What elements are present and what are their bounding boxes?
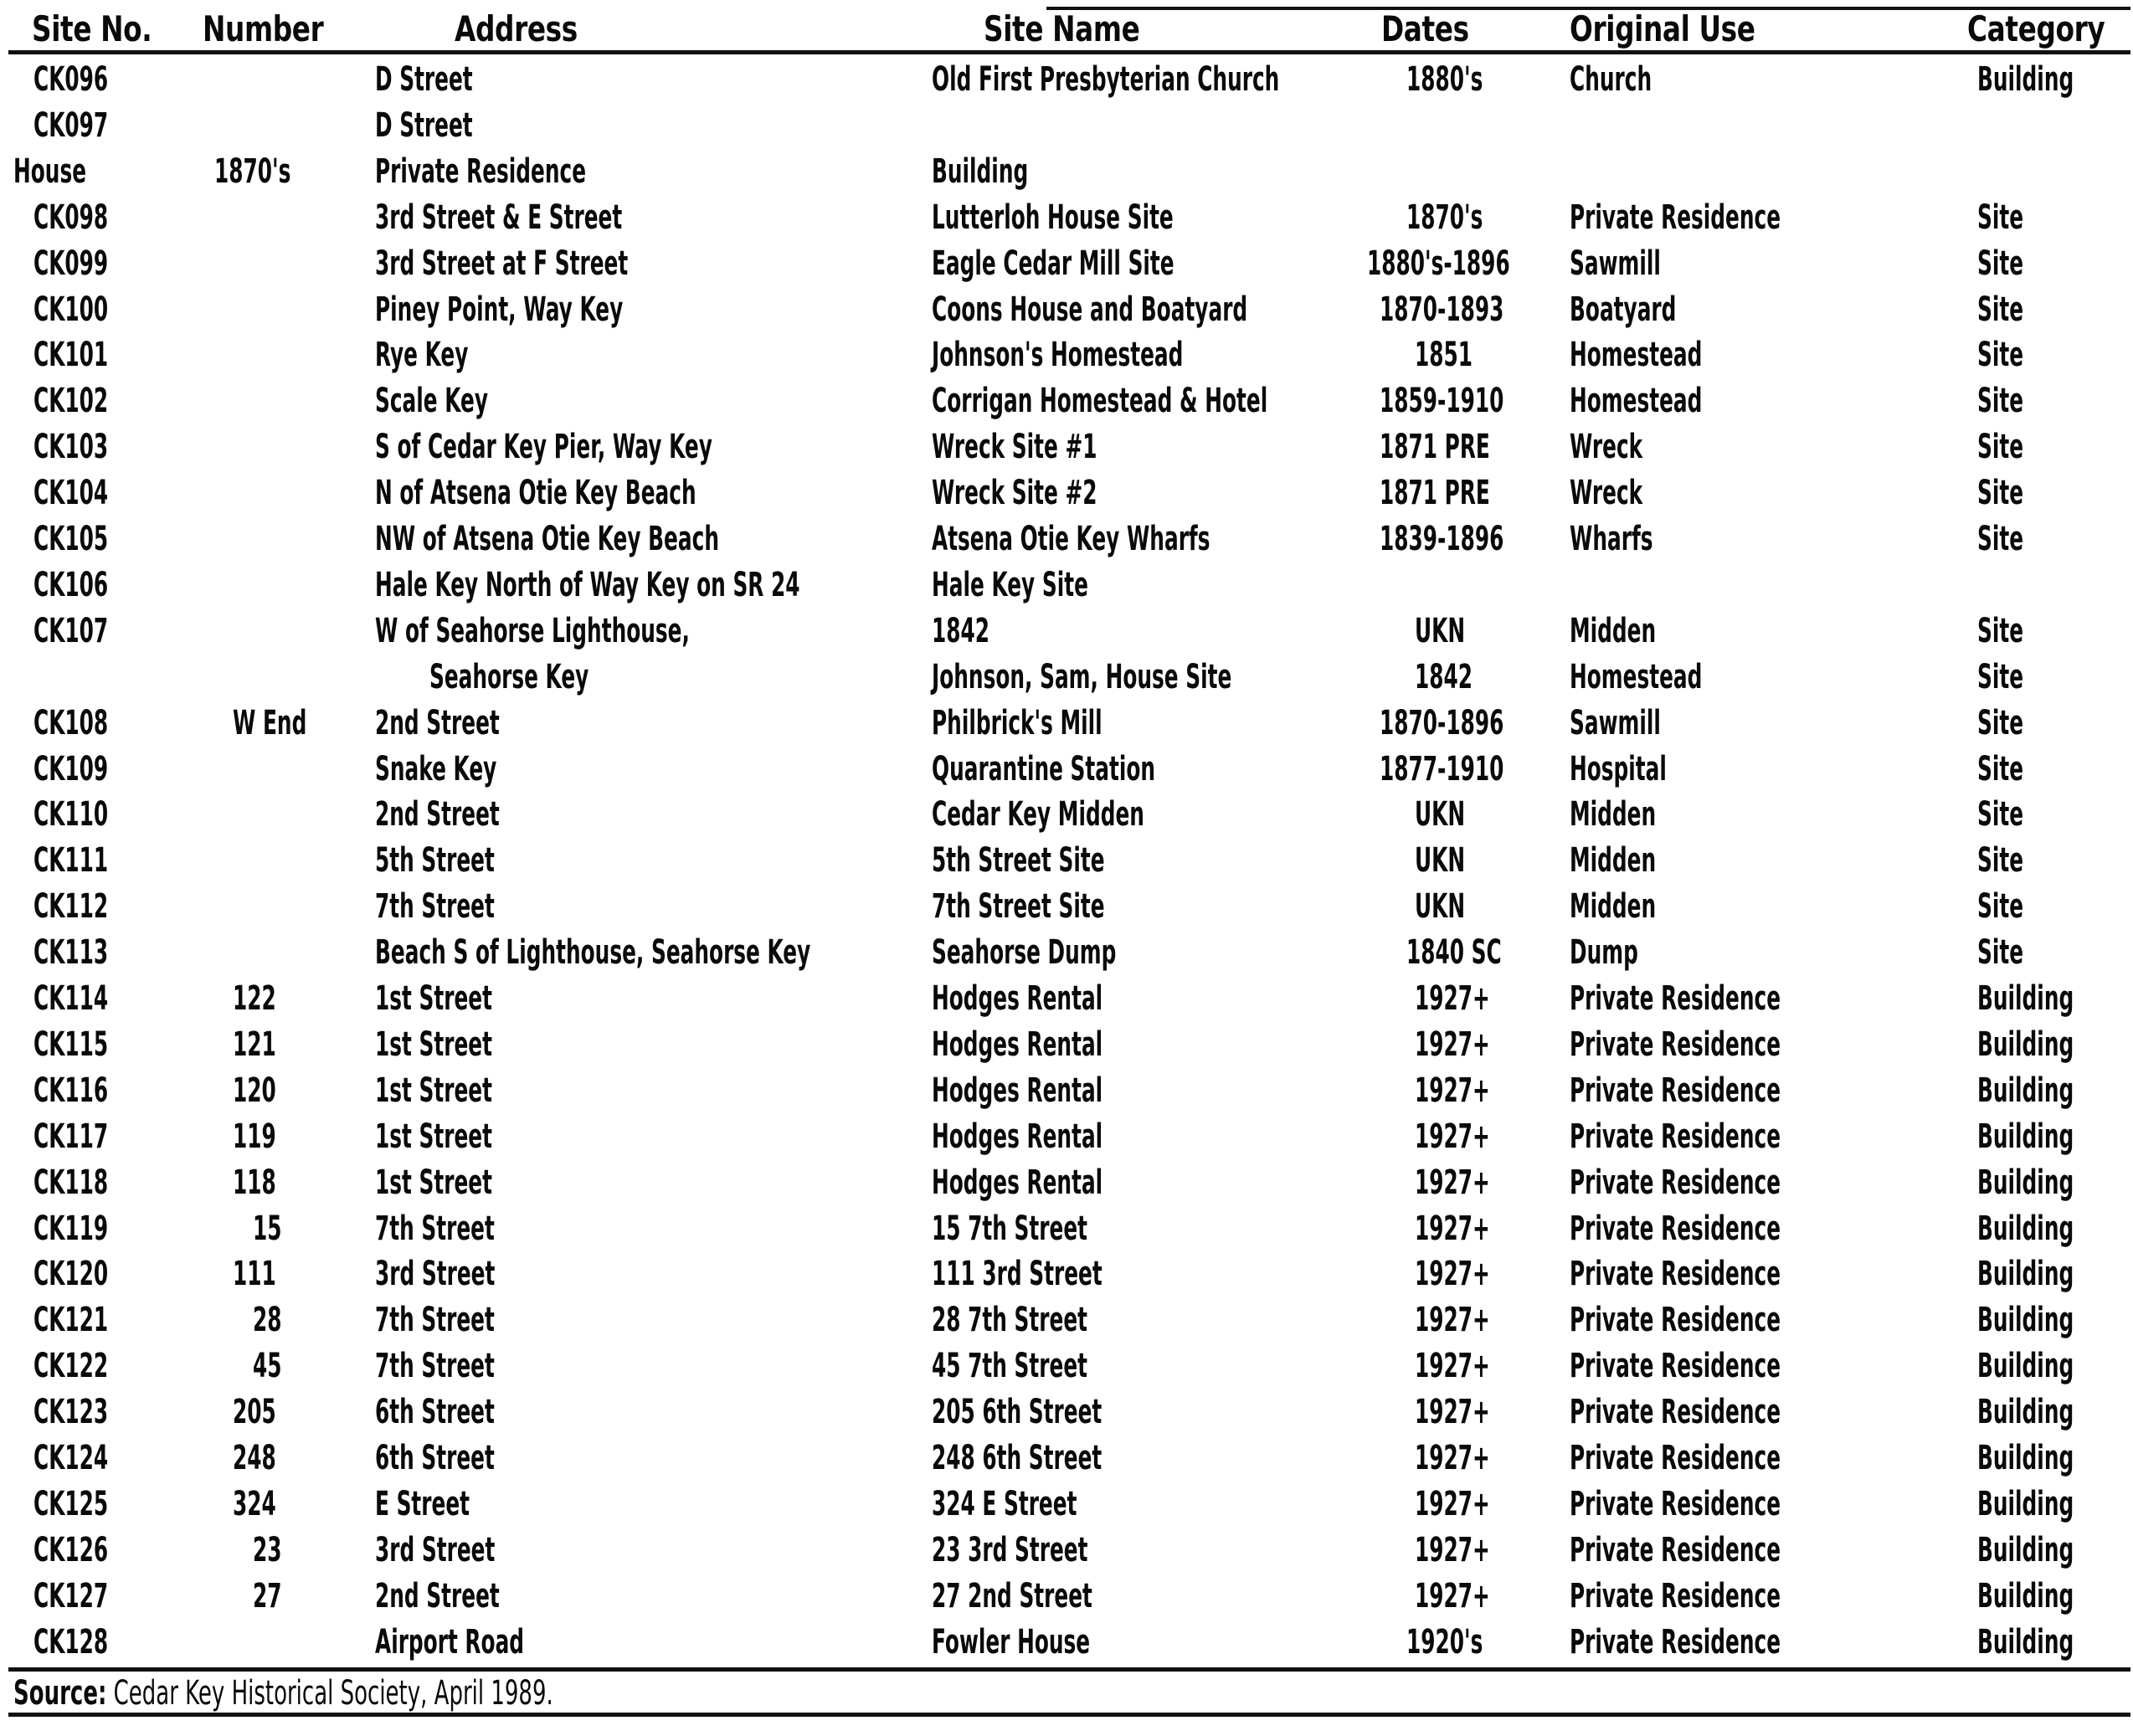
table-row xyxy=(0,336,2133,382)
cell-dates: 1870-1893 xyxy=(1380,290,1504,329)
table-row xyxy=(0,152,2133,198)
cell-number: 119 xyxy=(233,1117,276,1156)
cell-category: Building xyxy=(1977,60,2074,99)
cell-site-name: Wreck Site #2 xyxy=(932,474,1097,513)
cell-site-name: Atsena Otie Key Wharfs xyxy=(932,520,1210,558)
cell-original-use: Private Residence xyxy=(1570,1209,1781,1248)
cell-original-use: Wreck xyxy=(1570,428,1643,467)
cell-dates: 1859-1910 xyxy=(1380,382,1504,421)
cell-category: Site xyxy=(1977,611,2024,650)
table-row xyxy=(0,887,2133,933)
table-row xyxy=(0,106,2133,152)
cell-address: 2nd Street xyxy=(375,1576,500,1615)
cell-site-no: CK106 xyxy=(33,565,109,604)
cell-original-use: Private Residence xyxy=(1570,1530,1781,1569)
cell-dates: 1927+ xyxy=(1415,1439,1490,1477)
header-original-use: Original Use xyxy=(1570,8,1755,49)
cell-site-name: 28 7th Street xyxy=(932,1301,1087,1340)
cell-site-no: CK122 xyxy=(33,1347,109,1386)
cell-site-name: Philbrick's Mill xyxy=(932,703,1102,742)
cell-number: 15 xyxy=(253,1209,282,1248)
cell-category: Building xyxy=(1977,1163,2074,1202)
cell-site-no: CK103 xyxy=(33,428,109,467)
cell-original-use: Homestead xyxy=(1570,336,1703,375)
cell-address: 6th Street xyxy=(375,1393,495,1432)
cell-original-use: Wharfs xyxy=(1570,520,1653,558)
cell-address: N of Atsena Otie Key Beach xyxy=(375,474,696,513)
cell-category: Building xyxy=(1977,1622,2074,1662)
cell-dates: 1927+ xyxy=(1415,1484,1490,1523)
cell-original-use: Private Residence xyxy=(1570,1117,1781,1156)
cell-address: Seahorse Key xyxy=(429,657,589,696)
cell-address: Beach S of Lighthouse, Seahorse Key xyxy=(375,933,811,973)
cell-site-no: CK096 xyxy=(33,60,109,99)
cell-site-name: Hale Key Site xyxy=(932,565,1088,604)
cell-original-use: Private Residence xyxy=(1570,198,1781,237)
cell-original-use: Private Residence xyxy=(1570,979,1781,1018)
cell-original-use: Private Residence xyxy=(1570,1255,1781,1294)
cell-site-name: 5th Street Site xyxy=(932,841,1105,881)
source-label: Source: xyxy=(13,1674,107,1713)
table-row xyxy=(0,474,2133,520)
cell-site-no: CK099 xyxy=(33,244,109,283)
cell-site-no: CK108 xyxy=(33,703,109,742)
cell-dates: 1927+ xyxy=(1415,1209,1490,1248)
cell-address: 5th Street xyxy=(375,841,495,881)
cell-site-name: Hodges Rental xyxy=(932,1117,1103,1156)
table-row xyxy=(0,658,2133,704)
cell-dates: 1927+ xyxy=(1415,1393,1490,1432)
cell-address: 3rd Street xyxy=(375,1530,496,1569)
cell-dates: 1927+ xyxy=(1415,1530,1490,1569)
cell-original-use: Sawmill xyxy=(1570,703,1661,742)
cell-number: W End xyxy=(233,703,307,742)
cell-dates: 1927+ xyxy=(1415,979,1490,1018)
table-row xyxy=(0,612,2133,658)
cell-site-name: Wreck Site #1 xyxy=(932,428,1097,467)
cell-dates: 1871 PRE xyxy=(1380,474,1490,513)
table-row xyxy=(0,566,2133,612)
cell-site-name: 248 6th Street xyxy=(932,1439,1102,1477)
cell-site-name: Hodges Rental xyxy=(932,1025,1103,1064)
cell-original-use: Sawmill xyxy=(1570,244,1661,283)
table-row xyxy=(0,244,2133,290)
cell-original-use: Homestead xyxy=(1570,657,1703,696)
cell-site-no: CK115 xyxy=(33,1025,109,1064)
cell-site-no: CK100 xyxy=(33,290,109,329)
table-row xyxy=(0,1531,2133,1577)
cell-original-use: Private Residence xyxy=(1570,1025,1781,1064)
header-category: Category xyxy=(1967,8,2105,49)
cell-site-no: CK117 xyxy=(33,1117,109,1156)
cell-original-use: Midden xyxy=(1570,841,1657,881)
cell-address: 3rd Street xyxy=(375,1255,496,1294)
cell-category: Site xyxy=(1977,841,2024,881)
footer-rule xyxy=(8,1667,2130,1672)
cell-address: 7th Street xyxy=(375,1301,495,1340)
cell-address: Private Residence xyxy=(375,152,587,191)
cell-dates: 1880's xyxy=(1406,60,1483,99)
cell-category: Site xyxy=(1977,244,2024,283)
cell-dates: 1927+ xyxy=(1415,1117,1490,1156)
cell-category: Building xyxy=(1977,1255,2074,1294)
cell-address: 3rd Street & E Street xyxy=(375,198,623,237)
table-row xyxy=(0,1577,2133,1623)
header-site-no: Site No. xyxy=(32,8,152,49)
cell-dates: UKN xyxy=(1415,795,1466,835)
cell-original-use: Dump xyxy=(1570,933,1638,973)
cell-site-name: 1842 xyxy=(932,611,990,650)
cell-site-no: CK123 xyxy=(33,1393,109,1432)
cell-category: Building xyxy=(1977,1071,2074,1110)
cell-address: 7th Street xyxy=(375,1347,495,1386)
cell-site-no: CK127 xyxy=(33,1576,109,1615)
header-address: Address xyxy=(455,8,578,49)
cell-address: Scale Key xyxy=(375,382,489,421)
cell-number: 23 xyxy=(253,1530,282,1569)
cell-category: Site xyxy=(1977,795,2024,835)
cell-site-name: Old First Presbyterian Church xyxy=(932,60,1280,99)
cell-dates: 1870's xyxy=(1406,198,1483,237)
cell-number: 45 xyxy=(253,1347,282,1386)
cell-address: 2nd Street xyxy=(375,703,500,742)
cell-site-name: 7th Street Site xyxy=(932,887,1105,927)
table-row xyxy=(0,1347,2133,1393)
cell-dates: 1871 PRE xyxy=(1380,428,1490,467)
table-row xyxy=(0,1393,2133,1439)
cell-number: 248 xyxy=(233,1439,276,1477)
cell-dates: UKN xyxy=(1415,611,1466,650)
cell-category: Building xyxy=(1977,1393,2074,1432)
cell-dates: 1851 xyxy=(1415,336,1473,375)
cell-number: 121 xyxy=(233,1025,276,1064)
cell-site-no: CK116 xyxy=(33,1071,109,1110)
cell-address: S of Cedar Key Pier, Way Key xyxy=(375,428,712,467)
cell-dates: 1842 xyxy=(1415,657,1473,696)
header-dates: Dates xyxy=(1381,8,1469,49)
table-row xyxy=(0,750,2133,796)
cell-original-use: Wreck xyxy=(1570,474,1643,513)
table-row xyxy=(0,1623,2133,1669)
cell-category: Site xyxy=(1977,336,2024,375)
cell-original-use: Boatyard xyxy=(1570,290,1677,329)
cell-category: Site xyxy=(1977,198,2024,237)
cell-address: D Street xyxy=(375,60,473,99)
cell-address: 1st Street xyxy=(375,1117,492,1156)
cell-address: 1st Street xyxy=(375,979,492,1018)
cell-site-no: CK104 xyxy=(33,474,109,513)
cell-site-name: Quarantine Station xyxy=(932,749,1156,788)
cell-number: 324 xyxy=(233,1484,276,1523)
cell-original-use: Private Residence xyxy=(1570,1301,1781,1340)
cell-site-name: Eagle Cedar Mill Site xyxy=(932,244,1174,283)
cell-category: Building xyxy=(1977,1530,2074,1569)
table-row xyxy=(0,795,2133,841)
cell-site-no: CK101 xyxy=(33,336,109,375)
table-row xyxy=(0,1117,2133,1163)
table-row xyxy=(0,382,2133,428)
cell-original-use: Private Residence xyxy=(1570,1347,1781,1386)
cell-site-name: 45 7th Street xyxy=(932,1347,1087,1386)
cell-site-name: 324 E Street xyxy=(932,1484,1077,1523)
cell-address: 7th Street xyxy=(375,887,495,927)
table-row xyxy=(0,1301,2133,1347)
cell-address: Piney Point, Way Key xyxy=(375,290,624,329)
cell-site-name: Johnson's Homestead xyxy=(932,336,1184,375)
cell-original-use: Private Residence xyxy=(1570,1576,1781,1615)
cell-original-use: Private Residence xyxy=(1570,1163,1781,1202)
cell-site-name: Coons House and Boatyard xyxy=(932,290,1248,329)
cell-dates: 1870-1896 xyxy=(1380,703,1504,742)
cell-site-no: CK114 xyxy=(33,979,109,1018)
cell-original-use: Midden xyxy=(1570,795,1657,835)
table-row xyxy=(0,1485,2133,1531)
cell-category: Site xyxy=(1977,520,2024,558)
cell-site-name: 15 7th Street xyxy=(932,1209,1087,1248)
table-row xyxy=(0,979,2133,1025)
cell-site-no: CK112 xyxy=(33,887,109,927)
cell-address: 6th Street xyxy=(375,1439,495,1477)
cell-original-use: Hospital xyxy=(1570,749,1667,788)
table-row xyxy=(0,1255,2133,1301)
cell-address: Airport Road xyxy=(375,1622,525,1662)
cell-category: Building xyxy=(1977,1484,2074,1523)
cell-category: Building xyxy=(1977,1209,2074,1248)
cell-category: Building xyxy=(1977,1576,2074,1615)
cell-address: 2nd Street xyxy=(375,795,500,835)
cell-site-name: Cedar Key Midden xyxy=(932,795,1144,835)
header-number: Number xyxy=(203,8,324,49)
table-row xyxy=(0,290,2133,336)
cell-address: 1st Street xyxy=(375,1163,492,1202)
table-row xyxy=(0,1210,2133,1256)
source-note xyxy=(13,1674,553,1713)
cell-dates: 1927+ xyxy=(1415,1163,1490,1202)
cell-site-no: CK126 xyxy=(33,1530,109,1569)
cell-original-use: Private Residence xyxy=(1570,1622,1781,1662)
cell-original-use: Midden xyxy=(1570,887,1657,927)
cell-dates: 1877-1910 xyxy=(1380,749,1504,788)
cell-site-name: Lutterloh House Site xyxy=(932,198,1174,237)
source-text: Cedar Key Historical Society, April 1989. xyxy=(113,1674,553,1713)
cell-category: Site xyxy=(1977,474,2024,513)
cell-number: 118 xyxy=(233,1163,276,1202)
cell-dates: 1840 SC xyxy=(1406,933,1502,973)
table-row xyxy=(0,1025,2133,1071)
cell-site-no: CK097 xyxy=(33,105,109,145)
cell-address: W of Seahorse Lighthouse, xyxy=(375,611,690,650)
cell-dates: 1839-1896 xyxy=(1380,520,1504,558)
cell-category: Site xyxy=(1977,703,2024,742)
cell-category: Site xyxy=(1977,428,2024,467)
table-row xyxy=(0,841,2133,887)
cell-number: 120 xyxy=(233,1071,276,1110)
cell-category: Building xyxy=(1977,979,2074,1018)
cell-category: Building xyxy=(1977,1025,2074,1064)
cell-address: Rye Key xyxy=(375,336,469,375)
table-row xyxy=(0,1071,2133,1117)
cell-address: 3rd Street at F Street xyxy=(375,244,629,283)
cell-address: E Street xyxy=(375,1484,470,1523)
table-row xyxy=(0,60,2133,106)
cell-site-name: Seahorse Dump xyxy=(932,933,1117,973)
table-row xyxy=(0,198,2133,244)
cell-site-name: Corrigan Homestead & Hotel xyxy=(932,382,1268,421)
cell-original-use: Private Residence xyxy=(1570,1439,1781,1477)
cell-dates: 1920's xyxy=(1406,1622,1483,1662)
end-rule xyxy=(8,1713,2130,1717)
table-row xyxy=(0,1163,2133,1210)
header-rule xyxy=(8,50,2130,54)
cell-original-use: Private Residence xyxy=(1570,1393,1781,1432)
cell-category: Site xyxy=(1977,749,2024,788)
table-row xyxy=(0,1439,2133,1485)
cell-site-no: CK119 xyxy=(33,1209,109,1248)
cell-dates: 1927+ xyxy=(1415,1025,1490,1064)
cell-category: Building xyxy=(1977,1439,2074,1477)
cell-dates: 1880's-1896 xyxy=(1367,244,1510,283)
cell-address: Snake Key xyxy=(375,749,497,788)
cell-site-no: CK128 xyxy=(33,1622,109,1662)
cell-category: Site xyxy=(1977,933,2024,973)
cell-site-no: CK102 xyxy=(33,382,109,421)
cell-dates: 1927+ xyxy=(1415,1576,1490,1615)
cell-site-no: CK121 xyxy=(33,1301,109,1340)
cell-original-use: Midden xyxy=(1570,611,1657,650)
cell-number: 111 xyxy=(233,1255,276,1294)
cell-dates: 1927+ xyxy=(1415,1071,1490,1110)
cell-number: 122 xyxy=(233,979,276,1018)
cell-dates: 1927+ xyxy=(1415,1347,1490,1386)
cell-site-name: 111 3rd Street xyxy=(932,1255,1102,1294)
cell-site-no: CK107 xyxy=(33,611,109,650)
cell-number: 205 xyxy=(233,1393,276,1432)
cell-number: 28 xyxy=(253,1301,282,1340)
cell-number: 27 xyxy=(253,1576,282,1615)
cell-category: Building xyxy=(1977,1117,2074,1156)
cell-address: D Street xyxy=(375,105,473,145)
cell-address: NW of Atsena Otie Key Beach xyxy=(375,520,719,558)
cell-site-name: Hodges Rental xyxy=(932,1071,1103,1110)
cell-category: Building xyxy=(1977,1347,2074,1386)
cell-site-no: CK111 xyxy=(33,841,109,881)
cell-site-name: Building xyxy=(932,152,1029,191)
cell-site-no: CK110 xyxy=(33,795,109,835)
cell-original-use: Church xyxy=(1570,60,1652,99)
cell-dates: UKN xyxy=(1415,841,1466,881)
cell-dates: UKN xyxy=(1415,887,1466,927)
cell-site-no: CK105 xyxy=(33,520,109,558)
cell-site-no: CK113 xyxy=(33,933,109,973)
cell-site-no: CK124 xyxy=(33,1439,109,1477)
cell-category: Site xyxy=(1977,657,2024,696)
cell-address: 1st Street xyxy=(375,1025,492,1064)
cell-site-no: CK125 xyxy=(33,1484,109,1523)
cell-site-no: CK120 xyxy=(33,1255,109,1294)
cell-dates: 1927+ xyxy=(1415,1301,1490,1340)
cell-category: Site xyxy=(1977,290,2024,329)
cell-site-name: Hodges Rental xyxy=(932,979,1103,1018)
cell-number: 1870's xyxy=(214,152,291,191)
cell-original-use: Private Residence xyxy=(1570,1071,1781,1110)
cell-site-name: Johnson, Sam, House Site xyxy=(932,657,1232,696)
table-row xyxy=(0,933,2133,979)
cell-original-use: Private Residence xyxy=(1570,1484,1781,1523)
cell-site-no: CK109 xyxy=(33,749,109,788)
cell-category: Building xyxy=(1977,1301,2074,1340)
cell-category: Site xyxy=(1977,382,2024,421)
cell-site-name: Hodges Rental xyxy=(932,1163,1103,1202)
cell-site-name: 205 6th Street xyxy=(932,1393,1102,1432)
table-row xyxy=(0,428,2133,474)
header-site-name: Site Name xyxy=(984,8,1140,49)
cell-site-no: House xyxy=(13,152,87,191)
cell-site-name: Fowler House xyxy=(932,1622,1091,1662)
cell-category: Site xyxy=(1977,887,2024,927)
cell-address: Hale Key North of Way Key on SR 24 xyxy=(375,565,800,604)
cell-site-name: 23 3rd Street xyxy=(932,1530,1088,1569)
table-row xyxy=(0,520,2133,566)
cell-site-no: CK118 xyxy=(33,1163,109,1202)
cell-site-no: CK098 xyxy=(33,198,109,237)
cell-dates: 1927+ xyxy=(1415,1255,1490,1294)
cell-original-use: Homestead xyxy=(1570,382,1703,421)
cell-address: 7th Street xyxy=(375,1209,495,1248)
cell-site-name: 27 2nd Street xyxy=(932,1576,1092,1615)
table-row xyxy=(0,704,2133,750)
cell-address: 1st Street xyxy=(375,1071,492,1110)
